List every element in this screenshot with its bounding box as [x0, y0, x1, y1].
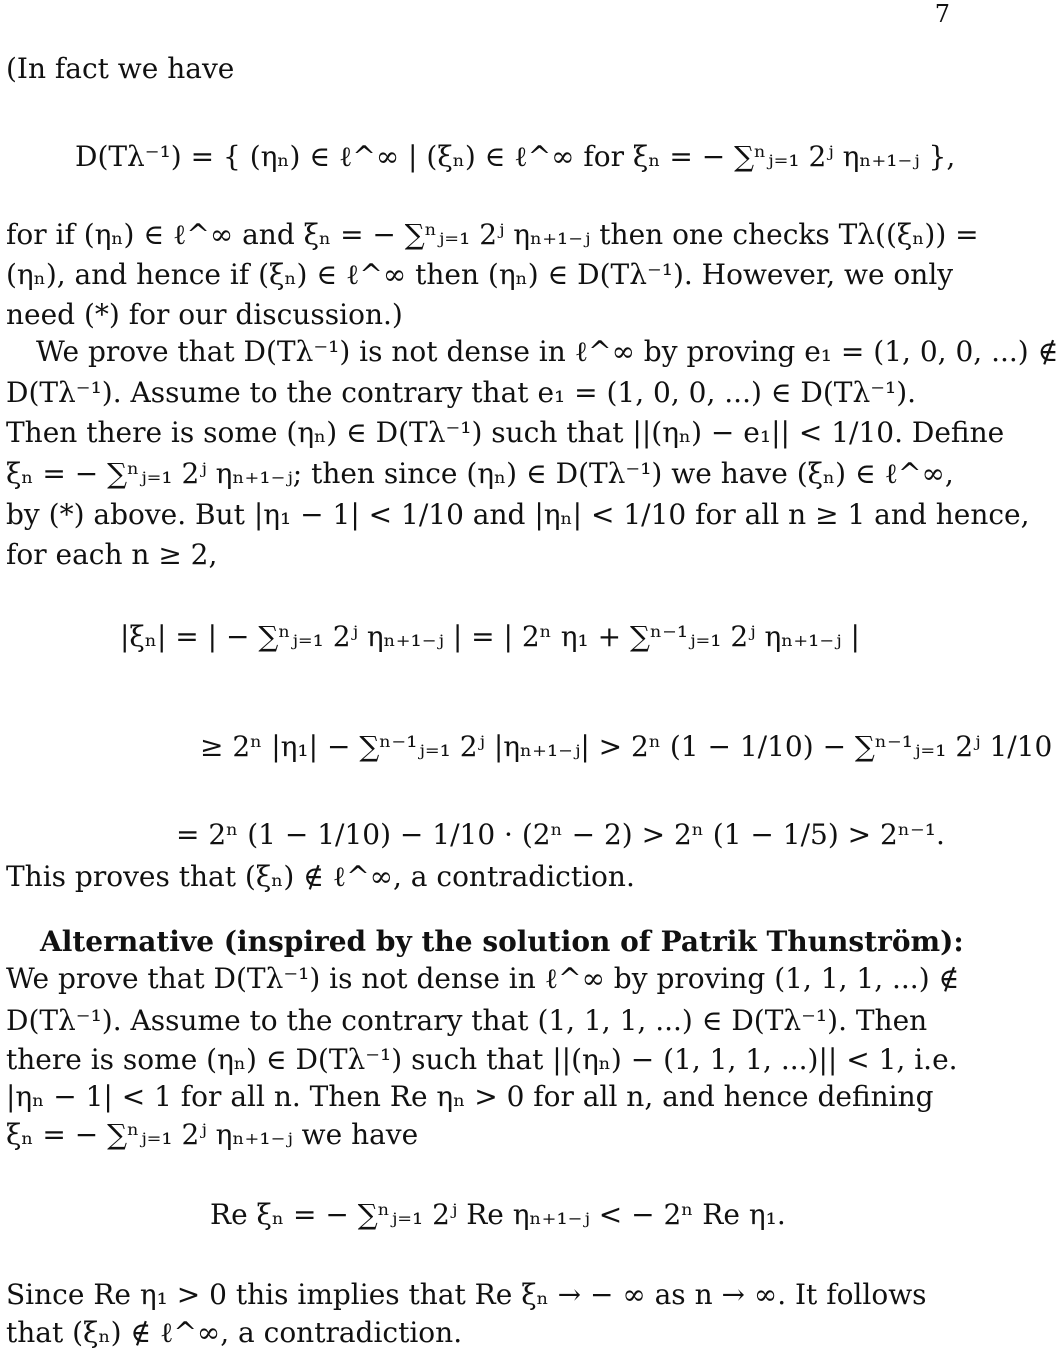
equation-line: |ξₙ| = | − ∑ⁿⱼ₌₁ 2ʲ ηₙ₊₁₋ⱼ | = | 2ⁿ η₁ + ∑ⁿ⁻¹ⱼ₌₁ 2ʲ ηₙ₊₁₋ⱼ | [120, 620, 860, 653]
text-line: We prove that D(Tλ⁻¹) is not dense in ℓ^∞ by proving e₁ = (1, 0, 0, ...) ∉ [36, 335, 1058, 368]
alternative-heading: Alternative (inspired by the solution of Patrik Thunström): [40, 925, 964, 958]
page-number: 7 [934, 0, 950, 28]
text-line: Then there is some (ηₙ) ∈ D(Tλ⁻¹) such that ||(ηₙ) − e₁|| < 1/10. Define [6, 416, 1005, 449]
text-line: We prove that D(Tλ⁻¹) is not dense in ℓ^∞ by proving (1, 1, 1, ...) ∉ [6, 962, 960, 995]
text-line: D(Tλ⁻¹). Assume to the contrary that (1, 1, 1, ...) ∈ D(Tλ⁻¹). Then [6, 1004, 928, 1037]
text-line: ξₙ = − ∑ⁿⱼ₌₁ 2ʲ ηₙ₊₁₋ⱼ we have [6, 1118, 419, 1151]
text-line: for each n ≥ 2, [6, 538, 218, 571]
text-line: |ηₙ − 1| < 1 for all n. Then Re ηₙ > 0 for all n, and hence defining [6, 1080, 934, 1113]
text-line: (ηₙ), and hence if (ξₙ) ∈ ℓ^∞ then (ηₙ) ∈ D(Tλ⁻¹). However, we only [6, 258, 954, 291]
text-line: ξₙ = − ∑ⁿⱼ₌₁ 2ʲ ηₙ₊₁₋ⱼ; then since (ηₙ) ∈ D(Tλ⁻¹) we have (ξₙ) ∈ ℓ^∞, [6, 457, 954, 490]
text-line: for if (ηₙ) ∈ ℓ^∞ and ξₙ = − ∑ⁿⱼ₌₁ 2ʲ ηₙ₊₁₋ⱼ then one checks Tλ((ξₙ)) = [6, 218, 979, 251]
text-line: need (*) for our discussion.) [6, 298, 403, 331]
conclusion-1: This proves that (ξₙ) ∉ ℓ^∞, a contradiction. [6, 860, 635, 893]
text-line: by (*) above. But |η₁ − 1| < 1/10 and |ηₙ| < 1/10 for all n ≥ 1 and hence, [6, 498, 1030, 531]
equation-1: D(Tλ⁻¹) = { (ηₙ) ∈ ℓ^∞ | (ξₙ) ∈ ℓ^∞ for ξₙ = − ∑ⁿⱼ₌₁ 2ʲ ηₙ₊₁₋ⱼ }, [75, 140, 956, 173]
text-line: that (ξₙ) ∉ ℓ^∞, a contradiction. [6, 1316, 463, 1349]
equation-3: Re ξₙ = − ∑ⁿⱼ₌₁ 2ʲ Re ηₙ₊₁₋ⱼ < − 2ⁿ Re η₁. [210, 1198, 786, 1231]
text-line: D(Tλ⁻¹). Assume to the contrary that e₁ = (1, 0, 0, ...) ∈ D(Tλ⁻¹). [6, 376, 917, 409]
equation-line: = 2ⁿ (1 − 1/10) − 1/10 · (2ⁿ − 2) > 2ⁿ (1 − 1/5) > 2ⁿ⁻¹. [176, 818, 945, 851]
text-line: (In fact we have [6, 52, 235, 85]
text-line: there is some (ηₙ) ∈ D(Tλ⁻¹) such that ||(ηₙ) − (1, 1, 1, ...)|| < 1, i.e. [6, 1043, 958, 1076]
text-line: Since Re η₁ > 0 this implies that Re ξₙ → − ∞ as n → ∞. It follows [6, 1278, 927, 1311]
equation-line: ≥ 2ⁿ |η₁| − ∑ⁿ⁻¹ⱼ₌₁ 2ʲ |ηₙ₊₁₋ⱼ| > 2ⁿ (1 − 1/10) − ∑ⁿ⁻¹ⱼ₌₁ 2ʲ 1/10 [200, 730, 1053, 763]
